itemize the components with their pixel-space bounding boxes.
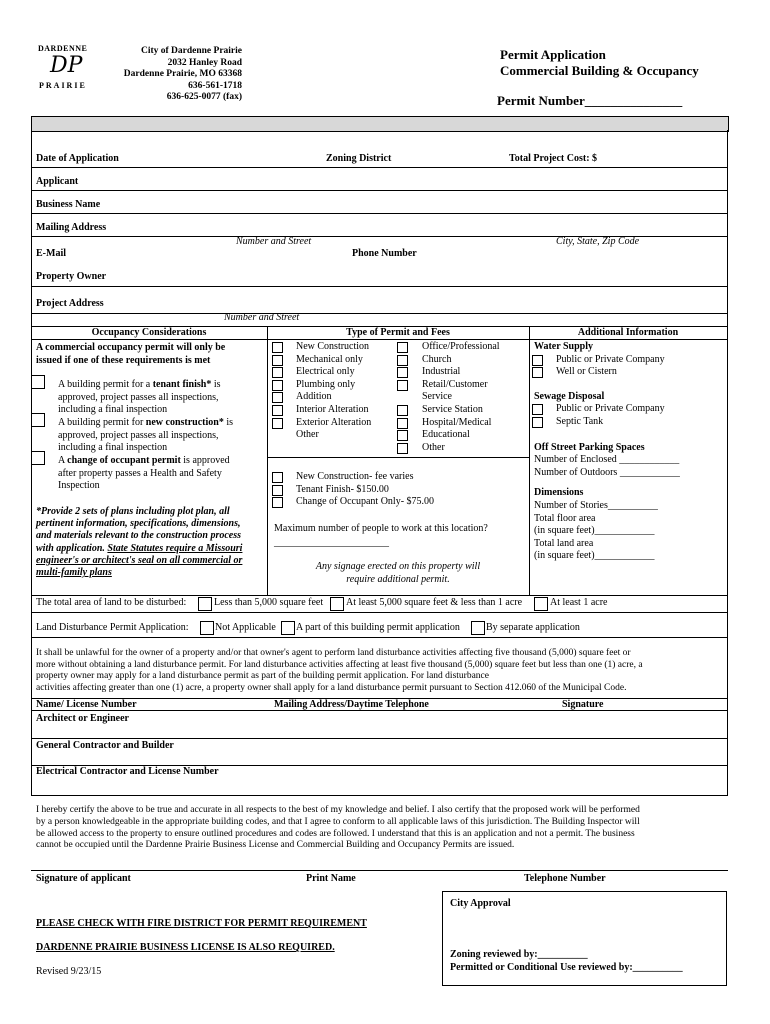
occupancy-heading: Occupancy Considerations bbox=[91, 327, 207, 338]
city-fax: 636-625-0077 (fax) bbox=[166, 92, 242, 102]
tenant-finish-item bbox=[58, 379, 263, 417]
water-option-label: Well or Cistern bbox=[556, 366, 617, 378]
item-text: including a final inspection bbox=[58, 442, 168, 453]
change-occupant-item bbox=[58, 455, 263, 493]
use-option[interactable] bbox=[396, 341, 500, 354]
city-approval-box bbox=[442, 891, 727, 986]
use-option[interactable] bbox=[396, 442, 500, 455]
use-checkbox[interactable] bbox=[397, 405, 408, 416]
logo-bottom-text: PRAIRIE bbox=[39, 81, 87, 90]
logo-top-text: DARDENNE bbox=[38, 44, 88, 53]
permit-type-heading: Type of Permit and Fees bbox=[346, 327, 450, 338]
land-5000-1acre-label: At least 5,000 square feet & less than 1 acre bbox=[346, 597, 523, 608]
water-option[interactable] bbox=[534, 366, 724, 379]
fee-checkbox[interactable] bbox=[272, 485, 283, 496]
floor-area-field[interactable]: (in square feet)____________ bbox=[534, 525, 655, 537]
use-option[interactable] bbox=[396, 379, 500, 392]
note-underlined: engineer's or architect's seal on all commercial or bbox=[36, 554, 243, 566]
permit-option-label: Electrical only bbox=[296, 366, 355, 378]
city-address-block bbox=[112, 46, 242, 104]
use-option-label: Other bbox=[422, 441, 445, 453]
signature-applicant-label: Signature of applicant bbox=[36, 873, 131, 884]
water-option[interactable] bbox=[534, 354, 724, 367]
sewage-label: Sewage Disposal bbox=[534, 390, 605, 402]
certify-line: by a person knowledgeable in the appropriate building codes, and that I agree to conform to all applicable laws of this jurisdiction. The Building Inspector will bbox=[36, 816, 640, 827]
use-option[interactable] bbox=[396, 366, 500, 379]
permit-option[interactable] bbox=[270, 366, 371, 379]
permit-checkbox[interactable] bbox=[272, 367, 283, 378]
business-name-label: Business Name bbox=[36, 199, 101, 210]
permit-number[interactable]: Permit Number_______________ bbox=[497, 93, 683, 108]
floor-area-label: Total floor area bbox=[534, 512, 596, 524]
dimensions-label: Dimensions bbox=[534, 487, 584, 499]
permit-option[interactable] bbox=[270, 354, 371, 367]
land-lt-5000-label: Less than 5,000 square feet bbox=[214, 597, 324, 608]
use-checkbox[interactable] bbox=[397, 380, 408, 391]
use-option-label: Office/Professional bbox=[422, 341, 500, 352]
max-people-question: Maximum number of people to work at this location? bbox=[274, 523, 488, 534]
zoning-reviewed-field[interactable]: Zoning reviewed by:__________ bbox=[450, 949, 588, 960]
max-people-blank[interactable]: _______________________ bbox=[274, 537, 389, 548]
water-supply-label: Water Supply bbox=[534, 341, 593, 352]
note-underlined: multi-family plans bbox=[36, 567, 112, 579]
property-owner-label: Property Owner bbox=[36, 271, 107, 282]
number-street-hint: Number and Street bbox=[236, 236, 312, 247]
architect-engineer-label: Architect or Engineer bbox=[36, 713, 129, 724]
permit-checkbox[interactable] bbox=[272, 418, 283, 429]
item-text: is bbox=[211, 379, 221, 390]
city-approval-label: City Approval bbox=[450, 898, 511, 909]
item-text: A bbox=[58, 455, 68, 466]
use-checkbox[interactable] bbox=[397, 367, 408, 378]
permit-option[interactable] bbox=[270, 404, 371, 417]
applicant-label: Applicant bbox=[36, 176, 79, 187]
permit-type-left-list bbox=[270, 341, 371, 442]
fee-option[interactable] bbox=[270, 471, 434, 484]
permit-checkbox[interactable] bbox=[272, 405, 283, 416]
use-option-label: Service bbox=[422, 391, 452, 403]
land-1acre-checkbox[interactable] bbox=[534, 597, 548, 611]
note-line: with application. bbox=[36, 542, 105, 554]
item-bold: tenant finish* bbox=[152, 379, 212, 390]
city-name: City of Dardenne Prairie bbox=[140, 46, 242, 56]
sewage-option-label: Septic Tank bbox=[556, 415, 604, 427]
signage-line: Any signage erected on this property will bbox=[315, 561, 481, 572]
permit-option-label: New Construction bbox=[296, 341, 370, 352]
parking-label: Off Street Parking Spaces bbox=[534, 441, 645, 453]
part-of-permit-checkbox[interactable] bbox=[281, 621, 295, 635]
use-option[interactable] bbox=[396, 417, 500, 430]
permit-option-label: Mechanical only bbox=[296, 353, 363, 365]
fee-option[interactable] bbox=[270, 496, 434, 509]
land-disturbed-row bbox=[36, 597, 186, 608]
use-checkbox[interactable] bbox=[397, 418, 408, 429]
use-option[interactable] bbox=[396, 429, 500, 442]
use-option[interactable] bbox=[396, 391, 500, 404]
permit-option-label: Other bbox=[296, 429, 319, 441]
permit-option[interactable] bbox=[270, 379, 371, 392]
email-label: E-Mail bbox=[36, 248, 66, 259]
land-area-label: Total land area bbox=[534, 537, 594, 549]
item-text: approved, project passes all inspections, bbox=[58, 391, 219, 403]
fee-checkbox[interactable] bbox=[272, 472, 283, 483]
enclosed-parking-field[interactable]: Number of Enclosed ____________ bbox=[534, 454, 680, 466]
header-band bbox=[31, 116, 729, 132]
item-bold: change of occupant permit bbox=[67, 455, 181, 466]
note-line: pertinent information, specifications, dimensions, bbox=[36, 518, 241, 530]
permit-checkbox[interactable] bbox=[272, 380, 283, 391]
sewage-option[interactable] bbox=[534, 403, 724, 416]
permitted-use-reviewed-field[interactable]: Permitted or Conditional Use reviewed by:__________ bbox=[450, 962, 683, 973]
item-text: approved, project passes all inspections, bbox=[58, 429, 219, 441]
permit-checkbox[interactable] bbox=[272, 355, 283, 366]
fee-checkbox[interactable] bbox=[272, 497, 283, 508]
col-signature: Signature bbox=[562, 699, 604, 710]
use-checkbox[interactable] bbox=[397, 342, 408, 353]
use-option-label: Educational bbox=[422, 429, 470, 441]
para-line: activities affecting greater than one (1) acre, a property owner shall apply for a land disturbance permit pursuant to Section 412.060 of the Municipal Code. bbox=[36, 682, 627, 693]
fee-option[interactable] bbox=[270, 484, 434, 497]
col-mailing-address: Mailing Address/Daytime Telephone bbox=[274, 699, 429, 710]
use-option-label: Retail/Customer bbox=[422, 378, 488, 390]
total-cost-label: Total Project Cost: $ bbox=[509, 153, 598, 164]
sewage-option[interactable] bbox=[534, 416, 724, 429]
not-applicable-label: Not Applicable bbox=[215, 622, 276, 633]
permit-option[interactable] bbox=[270, 391, 371, 404]
permit-option[interactable] bbox=[270, 341, 371, 354]
outdoor-parking-field[interactable]: Number of Outdoors ____________ bbox=[534, 466, 680, 478]
land-lt-5000-checkbox[interactable] bbox=[198, 597, 212, 611]
project-street-hint: Number and Street bbox=[224, 312, 300, 323]
tenant-finish-checkbox[interactable] bbox=[31, 375, 45, 389]
item-text: A building permit for bbox=[58, 417, 146, 428]
item-bold: new construction* bbox=[145, 417, 224, 428]
new-construction-item bbox=[58, 417, 263, 455]
certify-line: I hereby certify the above to be true and accurate in all respects to the best of my knowledge and belief. I also certify that the proposed work will be performed bbox=[36, 805, 640, 815]
land-5000-1acre-checkbox[interactable] bbox=[330, 597, 344, 611]
revised-date: Revised 9/23/15 bbox=[36, 966, 102, 977]
plans-note bbox=[36, 506, 266, 579]
use-option[interactable] bbox=[396, 354, 500, 367]
telephone-number-label: Telephone Number bbox=[524, 873, 606, 884]
general-contractor-label: General Contractor and Builder bbox=[36, 740, 174, 751]
part-of-permit-label: A part of this building permit application bbox=[296, 622, 460, 633]
land-disturbance-paragraph bbox=[36, 648, 726, 694]
water-option-label: Public or Private Company bbox=[556, 353, 665, 365]
permit-option-label: Plumbing only bbox=[296, 378, 356, 390]
certify-line: cannot be occupied until the Dardenne Prairie Business License and Commercial Building and Occupancy Permits are issued. bbox=[36, 840, 515, 851]
electrical-contractor-label: Electrical Contractor and License Number bbox=[36, 766, 219, 777]
logo-monogram: DP bbox=[50, 53, 83, 78]
note-line: *Provide 2 sets of plans including plot plan, all bbox=[36, 506, 230, 517]
print-name-label: Print Name bbox=[306, 873, 356, 884]
permit-option[interactable] bbox=[270, 417, 371, 430]
para-line: It shall be unlawful for the owner of a property and/or that owner's agent to perform land disturbance activities affecting five thousand (5,000) square feet or bbox=[36, 648, 631, 658]
use-option-label: Industrial bbox=[422, 366, 461, 378]
land-1acre-label: At least 1 acre bbox=[550, 597, 608, 608]
form-title: Permit Application bbox=[500, 47, 606, 62]
item-text: is approved bbox=[180, 455, 230, 466]
permit-option-label: Exterior Alteration bbox=[296, 416, 372, 428]
sewage-checkbox[interactable] bbox=[532, 404, 543, 415]
occupancy-intro bbox=[36, 342, 225, 367]
separate-application-checkbox[interactable] bbox=[471, 621, 485, 635]
land-area-field[interactable]: (in square feet)____________ bbox=[534, 550, 655, 562]
signage-note bbox=[267, 561, 529, 586]
para-line: more without obtaining a land disturbance permit. For land disturbance activities affecting at least five thousand (5,000) square feet but less than one (1) acre, a bbox=[36, 659, 643, 670]
use-checkbox[interactable] bbox=[397, 355, 408, 366]
zoning-district-label: Zoning District bbox=[326, 153, 392, 164]
use-checkbox[interactable] bbox=[397, 430, 408, 441]
fee-list bbox=[270, 471, 434, 509]
fee-label: Change of Occupant Only- $75.00 bbox=[296, 496, 435, 508]
permit-type-right-list bbox=[396, 341, 500, 454]
note-line: and materials relevant to the construction process bbox=[36, 530, 242, 542]
stories-field[interactable]: Number of Stories__________ bbox=[534, 499, 658, 511]
certification-text bbox=[36, 805, 640, 852]
signage-line: require additional permit. bbox=[346, 573, 450, 585]
use-option-label: Church bbox=[422, 353, 452, 365]
certify-line: be allowed access to the property to ensure outlined procedures and codes are followed. I understand that this is an application and not a permit. The business bbox=[36, 828, 635, 839]
use-checkbox[interactable] bbox=[397, 443, 408, 454]
sewage-checkbox[interactable] bbox=[532, 417, 543, 428]
permit-option-label: Interior Alteration bbox=[296, 403, 369, 415]
new-construction-checkbox[interactable] bbox=[31, 413, 45, 427]
permit-checkbox[interactable] bbox=[272, 392, 283, 403]
additional-info-heading: Additional Information bbox=[577, 327, 679, 338]
land-disturbed-label: The total area of land to be disturbed: bbox=[36, 597, 187, 608]
fee-label: Tenant Finish- $150.00 bbox=[296, 483, 389, 495]
note-underlined: State Statutes require a Missouri bbox=[107, 542, 243, 554]
occupancy-intro-line: issued if one of these requirements is met bbox=[36, 354, 211, 366]
col-name-license: Name/ License Number bbox=[36, 699, 137, 710]
occupancy-intro-line: A commercial occupancy permit will only be bbox=[36, 342, 226, 353]
para-line: property owner may apply for a land disturbance permit as part of the building permit application. For land disturbance bbox=[36, 671, 489, 682]
item-text: after property passes a Health and Safety bbox=[58, 467, 222, 479]
use-option[interactable] bbox=[396, 404, 500, 417]
item-text: Inspection bbox=[58, 480, 100, 491]
form-subtitle: Commercial Building & Occupancy bbox=[500, 63, 699, 78]
change-occupant-checkbox[interactable] bbox=[31, 451, 45, 465]
not-applicable-checkbox[interactable] bbox=[200, 621, 214, 635]
water-checkbox[interactable] bbox=[532, 355, 543, 366]
city-logo bbox=[36, 44, 96, 92]
separate-application-label: By separate application bbox=[486, 622, 580, 633]
water-checkbox[interactable] bbox=[532, 367, 543, 378]
fire-district-notice: PLEASE CHECK WITH FIRE DISTRICT FOR PERMIT REQUIREMENT bbox=[36, 918, 367, 929]
item-text: is bbox=[223, 417, 234, 428]
permit-checkbox[interactable] bbox=[272, 342, 283, 353]
permit-option[interactable] bbox=[270, 429, 371, 442]
use-option-label: Hospital/Medical bbox=[422, 416, 492, 428]
land-permit-label: Land Disturbance Permit Application: bbox=[36, 622, 189, 633]
city-state-zip-hint: City, State, Zip Code bbox=[556, 236, 640, 247]
sewage-option-label: Public or Private Company bbox=[556, 403, 665, 415]
additional-info-list bbox=[534, 341, 724, 563]
item-text: A building permit for a bbox=[58, 379, 153, 390]
project-address-label: Project Address bbox=[36, 298, 104, 309]
fee-label: New Construction- fee varies bbox=[296, 471, 414, 482]
use-option-label: Service Station bbox=[422, 403, 483, 415]
business-license-notice: DARDENNE PRAIRIE BUSINESS LICENSE IS ALSO REQUIRED. bbox=[36, 942, 335, 953]
phone-number-label: Phone Number bbox=[352, 248, 417, 259]
city-phone: 636-561-1718 bbox=[188, 80, 242, 91]
mailing-address-label: Mailing Address bbox=[36, 222, 107, 233]
item-text: including a final inspection bbox=[58, 404, 168, 415]
city-street: 2032 Hanley Road bbox=[167, 57, 242, 68]
date-of-application-label: Date of Application bbox=[36, 153, 119, 164]
city-state: Dardenne Prairie, MO 63368 bbox=[123, 69, 242, 79]
permit-option-label: Addition bbox=[296, 391, 332, 403]
